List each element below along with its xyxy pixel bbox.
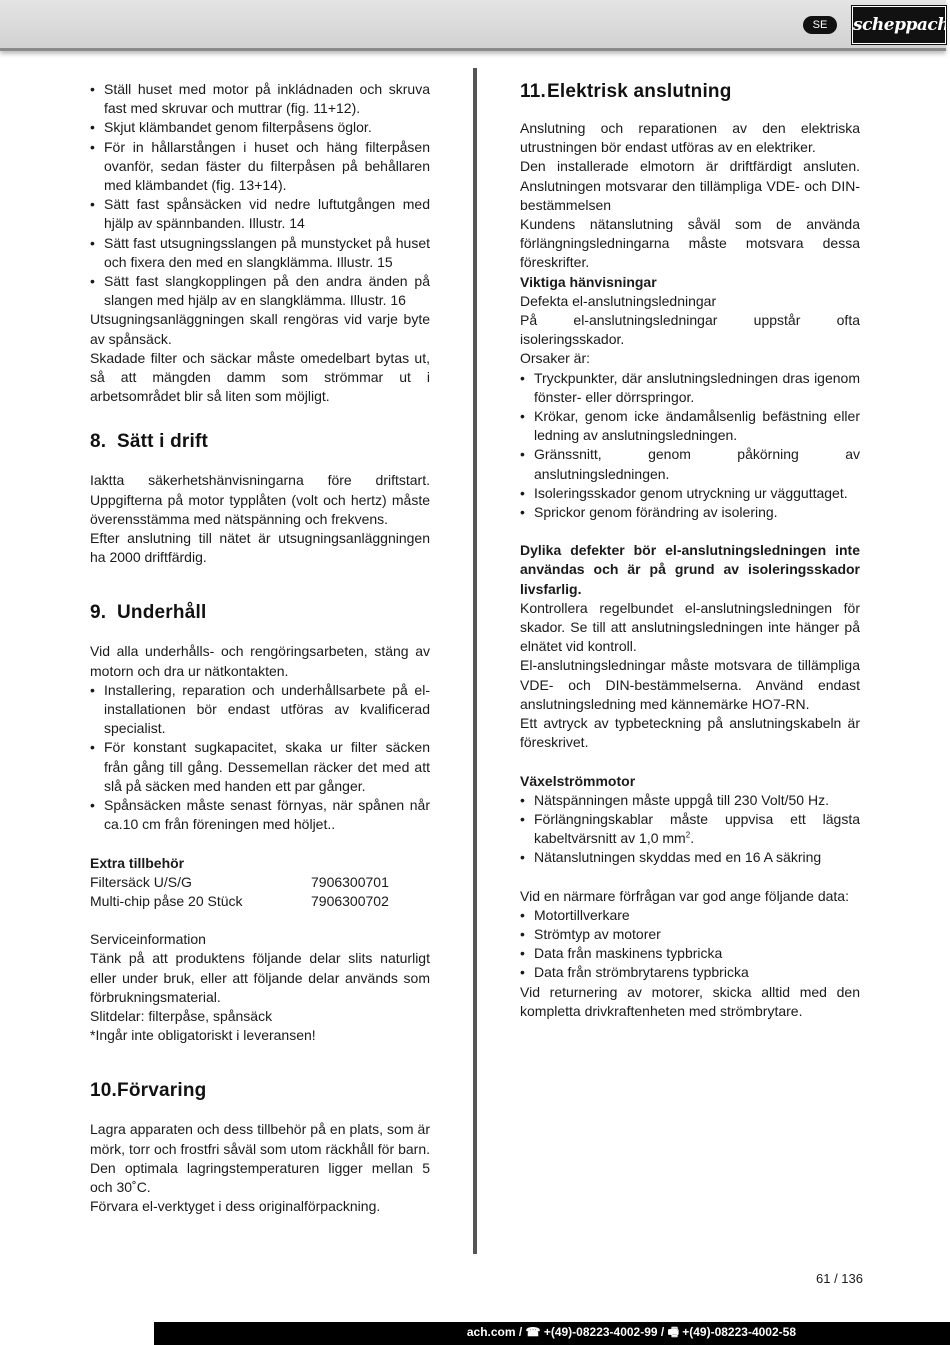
warning-text: Dylika defekter bör el-anslutningsledningen inte användas och är på grund av isoleringsskador livsfarlig. [520,542,860,597]
paragraph: Skadade filter och säckar måste omedelbart bytas ut, så att mängden damm som strömmar ut i arbetsområdet blir så liten som möjligt. [90,349,430,405]
brand-logo: scheppach [852,6,946,44]
paragraph: Utsugningsanläggningen skall rengöras vid varje byte av spånsäck. [90,311,430,347]
section-heading-8: 8. Sätt i drift [90,431,209,453]
list-item: • Ställ huset med motor på inkládnaden och skruva fast med skruvar och muttrar (fig. 11+12). [90,80,430,118]
list-item: • Sätt fast utsugningsslangen på munstycket på huset och fixera den med en slangklämma. Illustr. 15 [90,234,430,272]
list-item: • Isoleringsskador genom utryckning ur vägguttaget. [520,484,860,503]
list-item: • Nätspänningen måste uppgå till 230 Volt/50 Hz. [520,791,860,810]
paragraph: Iaktta säkerhetshänvisningarna före driftstart. Uppgifterna på motor typplåten (volt och hertz) måste överensstämma med nätspänning och frekvens. [90,472,430,527]
ac-motor-list [520,791,860,868]
list-item: • Nätanslutningen skyddas med en 16 A säkring [520,848,860,867]
paragraph: Tänk på att produktens följande delar slits naturligt eller under bruk, eller att följande delar används som förbrukningsmaterial. [90,950,430,1005]
paragraph: Lagra apparaten och dess tillbehör på en plats, som är mörk, torr och frostfri såväl som utom räckhåll för barn. Den optimala lagringstemperaturen ligger mellan 5 och 30˚C. [90,1121,430,1195]
paragraph: Kundens nätanslutning såväl som de använda förlängningsledningarna måste motsvara dessa föreskrifter. [520,216,860,271]
accessory-name: Filtersäck U/S/G [90,873,192,890]
footer-contact: ach.com / ☎ +(49)-08223-4002-99 / 🖷 +(49)-08223-4002-58 [466,1325,796,1339]
maintenance-list [90,681,430,835]
note: *Ingår inte obligatoriskt i leveransen! [90,1027,316,1044]
paragraph: Kontrollera regelbundet el-anslutningsledningen för skador. Se till att anslutningsledningen inte hänger på elnätet vid kontroll. [520,599,860,655]
accessory-code: 7906300702 [311,892,389,909]
list-item: • För konstant sugkapacitet, skaka ur filter säcken från gång till gång. Dessemellan räcker det med att slå på säcken med handen ett par gånger. [90,738,430,796]
footer-bar [0,1322,950,1345]
paragraph: El-anslutningsledningar måste motsvara de tillämpliga VDE- och DIN-bestämmelserna. Använd endast anslutningsledning med kännemärke HO7-RN. [520,657,860,712]
page-number: 61 / 136 [816,1271,863,1286]
important-title: Viktiga hänvisningar [520,273,657,290]
list-item: • Data från strömbrytarens typbricka [520,963,860,982]
list-item: • Krökar, genom icke ändamålsenlig befästning eller ledning av anslutningsledningen. [520,407,860,445]
paragraph: Den installerade elmotorn är driftfärdigt ansluten. Anslutningen motsvarar den tillämpliga VDE- och DIN-bestämmelsen [520,158,860,213]
paragraph: Anslutning och reparationen av den elektriska utrustningen bör endast utföras av en elektriker. [520,120,860,156]
list-item: • Strömtyp av motorer [520,925,860,944]
paragraph: Ett avtryck av typbeteckning på anslutningskabeln är föreskrivet. [520,715,860,751]
list-item: • Motortillverkare [520,906,860,925]
service-title: Serviceinformation [90,931,206,948]
paragraph: Vid alla underhålls- och rengöringsarbeten, stäng av motorn och dra ur nätkontakten. [90,643,430,679]
paragraph: På el-anslutningsledningar uppstår ofta isoleringsskador. [520,312,860,348]
section-heading-11: 11.Elektrisk anslutning [520,81,732,102]
accessory-name: Multi-chip påse 20 Stück [90,892,243,909]
footer-white-block [0,1322,154,1345]
section-heading-10: 10.Förvaring [90,1080,207,1102]
paragraph: Efter anslutning till nätet är utsugningsanläggningen ha 2000 driftfärdig. [90,530,430,566]
section-heading-9: 9. Underhåll [90,602,207,624]
list-item: • Gränssnitt, genom påkörning av anslutningsledningen. [520,445,860,483]
assembly-steps-list [90,80,430,310]
paragraph: Vid en närmare förfrågan var god ange följande data: [520,887,849,904]
accessories-title: Extra tillbehör [90,854,185,871]
list-item: • Förlängningskablar måste uppvisa ett lägsta kabeltvärsnitt av 1,0 $mm^2$. [520,810,860,848]
list-item: • Tryckpunkter, där anslutningsledningen dras igenom fönster- eller dörrspringor. [520,369,860,407]
paragraph: Förvara el-verktyget i dess originalförpackning. [90,1198,381,1215]
causes-title: Orsaker är: [520,350,591,367]
list-item: • Skjut klämbandet genom filterpåsens öglor. [90,118,430,137]
defect-title: Defekta el-anslutningsledningar [520,292,717,309]
causes-list [520,369,860,523]
list-item: • Data från maskinens typbricka [520,944,860,963]
right-column [520,80,860,1021]
language-badge: SE [803,16,837,34]
left-column [90,80,430,1216]
list-item: • Sätt fast slangkopplingen på den andra änden på slangen med hjälp av en slangklämma. Illustr. 16 [90,272,430,310]
wear-parts: Slitdelar: filterpåse, spånsäck [90,1007,273,1024]
list-item: • Installering, reparation och underhållsarbete på el-installationen bör endast utföras av kvalificerad specialist. [90,681,430,739]
paragraph: Vid returnering av motorer, skicka alltid med den kompletta drivkraftenheten med strömbrytare. [520,983,860,1019]
list-item: • Spånsäcken måste senast förnyas, när spånen når ca.10 cm från föreningen med höljet.. [90,796,430,834]
list-item: • För in hållarstången i huset och häng filterpåsen ovanför, sedan fäster du filterpåsen på behållaren med klämbandet (fig. 13+14). [90,138,430,196]
list-item: • Sprickor genom förändring av isolering. [520,503,860,522]
accessory-row [90,892,430,911]
accessory-row [90,873,430,892]
list-item: • Sätt fast spånsäcken vid nedre luftutgången med hjälp av spännbanden. Illustr. 14 [90,195,430,233]
column-divider [473,68,477,1254]
accessory-code: 7906300701 [311,873,389,890]
ac-motor-title: Växelströmmotor [520,772,636,789]
inquiry-list [520,906,860,983]
